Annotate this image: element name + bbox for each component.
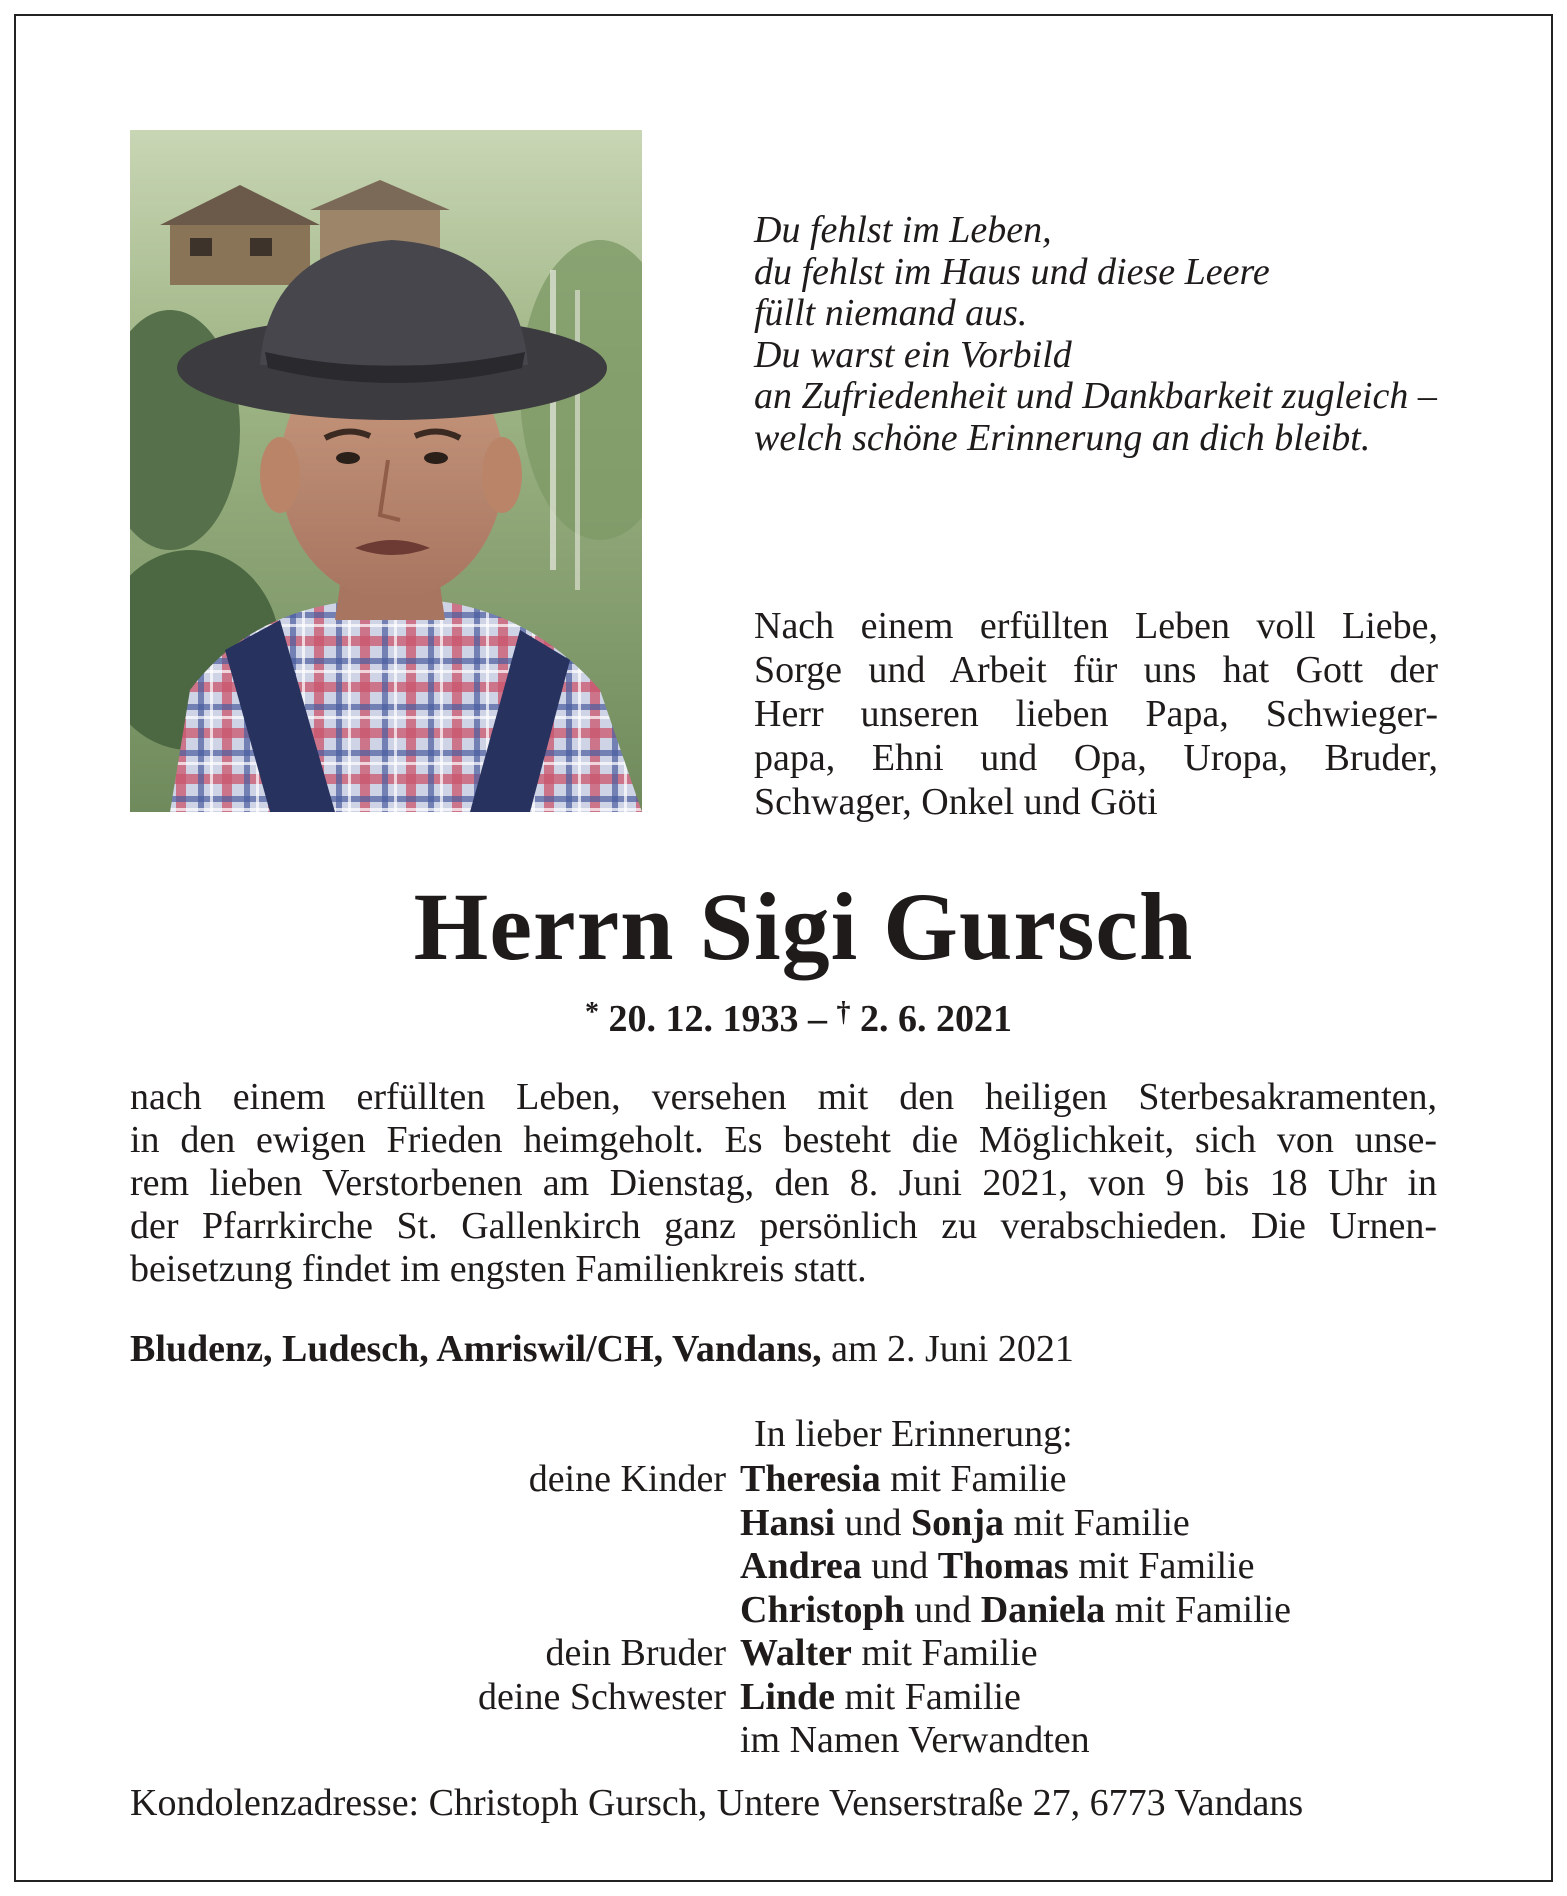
mourner-names: [740, 1676, 1480, 1720]
mourner-name: Theresia: [740, 1458, 881, 1500]
intro-line: Sorge und Arbeit für uns hat Gott der: [754, 649, 1438, 691]
memory-heading: In lieber Erinnerung:: [754, 1413, 1073, 1455]
mourner-row: [380, 1589, 1480, 1633]
birth-date: 20. 12. 1933: [608, 998, 799, 1040]
announcement-date: am 2. Juni 2021: [831, 1328, 1074, 1370]
mourner-name: Christoph: [740, 1588, 905, 1631]
body-line: nach einem erfüllten Leben, versehen mit den heiligen Sterbesakramenten,: [130, 1076, 1437, 1118]
intro-line: Schwager, Onkel und Göti: [754, 781, 1158, 823]
mourner-text: im Namen Verwandten: [740, 1719, 1090, 1761]
intro-line: Nach einem erfüllten Leben voll Liebe,: [754, 605, 1438, 647]
relation-label: deine Schwester: [478, 1675, 726, 1718]
mourner-row: [380, 1458, 1480, 1502]
mourner-text: mit Familie: [880, 1458, 1067, 1500]
death-symbol: †: [836, 997, 851, 1028]
mourner-name: Linde: [740, 1675, 836, 1718]
poem-line: Du fehlst im Leben,: [754, 209, 1052, 251]
mourner-text: mit Familie: [835, 1675, 1021, 1718]
body-line: der Pfarrkirche St. Gallenkirch ganz persönlich zu verabschieden. Die Urnen-: [130, 1205, 1437, 1247]
poem-line: du fehlst im Haus und diese Leere: [754, 250, 1270, 293]
mourner-name: Daniela: [980, 1588, 1106, 1631]
mourner-names: [740, 1632, 1480, 1676]
mourner-text: und: [835, 1501, 912, 1544]
portrait-illustration: [130, 130, 642, 812]
mourner-names: [740, 1545, 1480, 1589]
date-separator: –: [808, 998, 827, 1040]
intro-line: papa, Ehni und Opa, Uropa, Bruder,: [754, 737, 1438, 779]
mourner-row: [380, 1676, 1480, 1720]
mourner-names: [740, 1719, 1480, 1763]
poem-line: füllt niemand aus.: [754, 292, 1028, 334]
mourner-row: [380, 1632, 1480, 1676]
mourner-name: Sonja: [911, 1501, 1004, 1544]
relation-label: [380, 1589, 740, 1633]
body-line: beisetzung findet im engsten Familienkreis statt.: [130, 1248, 867, 1290]
mourners-list: [380, 1458, 1480, 1763]
mourner-names: [740, 1458, 1480, 1502]
mourner-name: Thomas: [937, 1545, 1069, 1587]
mourner-name: Andrea: [740, 1545, 862, 1587]
intro-line: Herr unseren lieben Papa, Schwieger-: [754, 693, 1438, 735]
poem: [754, 210, 1474, 459]
mourner-names: [740, 1589, 1480, 1633]
relation-label: [380, 1545, 740, 1589]
mourner-row: [380, 1719, 1480, 1763]
mourner-text: und: [861, 1545, 938, 1587]
relation-label: [380, 1719, 740, 1763]
birth-symbol: *: [585, 997, 599, 1028]
portrait-photo: [130, 130, 642, 812]
mourner-name: Walter: [740, 1632, 852, 1674]
poem-line: an Zufriedenheit und Dankbarkeit zugleich –: [754, 375, 1437, 417]
life-dates: [0, 990, 1567, 1042]
poem-line: welch schöne Erinnerung an dich bleibt.: [754, 416, 1371, 459]
mourner-row: [380, 1502, 1480, 1546]
condolence-address: Kondolenzadresse: Christoph Gursch, Untere Venserstraße 27, 6773 Vandans: [130, 1782, 1304, 1824]
deceased-name: Herrn Sigi Gursch: [413, 873, 1194, 980]
locations: Bludenz, Ludesch, Amriswil/CH, Vandans,: [130, 1328, 822, 1370]
relation-label: deine Kinder: [528, 1458, 726, 1500]
mourner-text: mit Familie: [1068, 1545, 1255, 1587]
place-and-date: [130, 1326, 1437, 1372]
body-line: in den ewigen Frieden heimgeholt. Es besteht die Möglichkeit, sich von unse-: [130, 1119, 1437, 1161]
mourner-text: und: [904, 1588, 981, 1631]
poem-line: Du warst ein Vorbild: [754, 333, 1072, 376]
mourner-text: mit Familie: [851, 1632, 1038, 1674]
mourner-row: [380, 1545, 1480, 1589]
announcement-text: [130, 1076, 1437, 1291]
intro-text: [754, 604, 1438, 824]
relation-label: [380, 1502, 740, 1546]
mourner-text: mit Familie: [1003, 1501, 1190, 1544]
mourner-name: Hansi: [740, 1501, 836, 1544]
death-date: 2. 6. 2021: [860, 998, 1012, 1040]
mourner-text: mit Familie: [1105, 1588, 1292, 1631]
relation-label: dein Bruder: [545, 1632, 726, 1674]
mourner-names: [740, 1502, 1480, 1546]
body-line: rem lieben Verstorbenen am Dienstag, den 8. Juni 2021, von 9 bis 18 Uhr in: [130, 1162, 1437, 1204]
